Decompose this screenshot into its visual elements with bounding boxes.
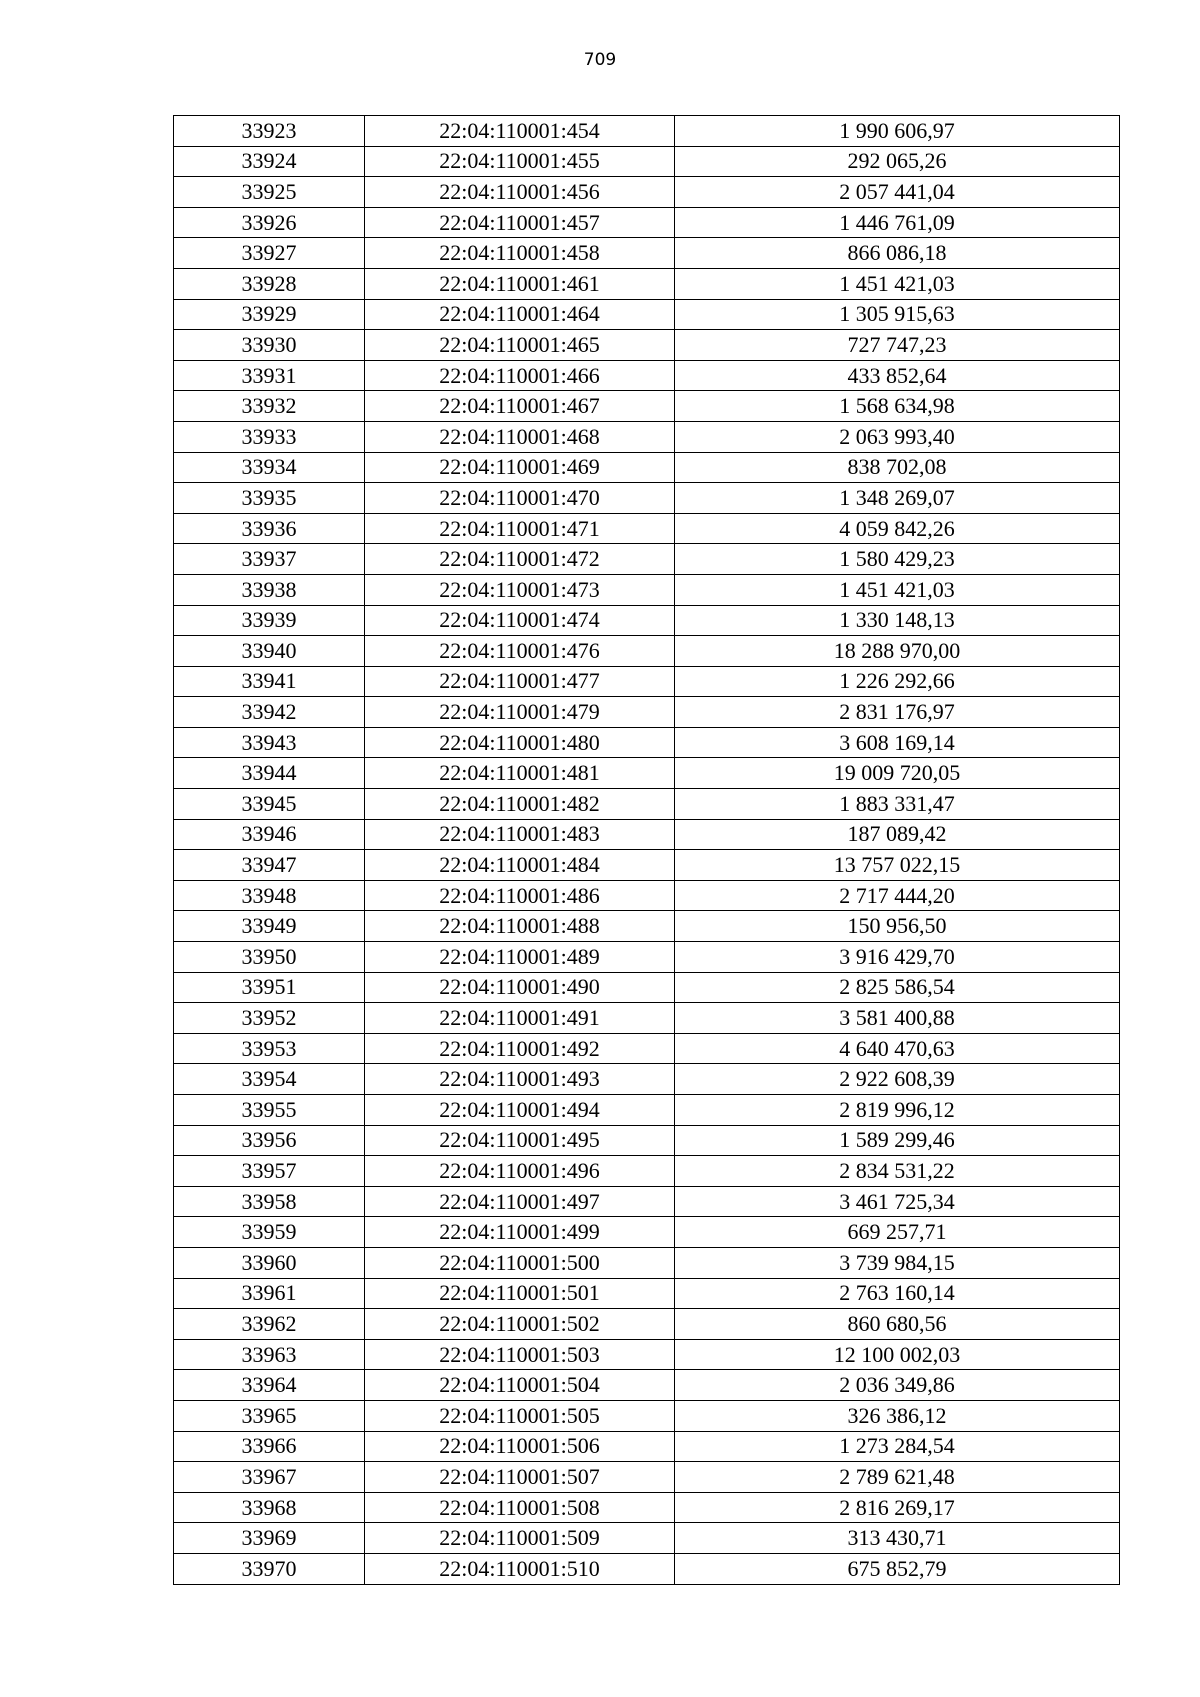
cadastral-value-cell: 2 922 608,39 — [675, 1064, 1120, 1095]
cadastral-number-cell: 22:04:110001:503 — [365, 1339, 675, 1370]
cadastral-number-cell: 22:04:110001:461 — [365, 268, 675, 299]
cadastral-value-cell: 2 057 441,04 — [675, 177, 1120, 208]
row-number-cell: 33963 — [174, 1339, 365, 1370]
cadastral-number-cell: 22:04:110001:477 — [365, 666, 675, 697]
cadastral-value-cell: 3 739 984,15 — [675, 1247, 1120, 1278]
cadastral-number-cell: 22:04:110001:481 — [365, 758, 675, 789]
cadastral-number-cell: 22:04:110001:474 — [365, 605, 675, 636]
table-row — [174, 1156, 1120, 1187]
table-row — [174, 574, 1120, 605]
table-row — [174, 146, 1120, 177]
cadastral-value-cell: 2 825 586,54 — [675, 972, 1120, 1003]
table-row — [174, 911, 1120, 942]
cadastral-number-cell: 22:04:110001:505 — [365, 1400, 675, 1431]
table-row — [174, 330, 1120, 361]
cadastral-number-cell: 22:04:110001:470 — [365, 483, 675, 514]
table-row — [174, 299, 1120, 330]
cadastral-value-cell: 3 916 429,70 — [675, 942, 1120, 973]
cadastral-number-cell: 22:04:110001:488 — [365, 911, 675, 942]
table-row — [174, 789, 1120, 820]
cadastral-value-cell: 433 852,64 — [675, 360, 1120, 391]
row-number-cell: 33956 — [174, 1125, 365, 1156]
row-number-cell: 33946 — [174, 819, 365, 850]
cadastral-value-cell: 2 819 996,12 — [675, 1095, 1120, 1126]
table-row — [174, 1033, 1120, 1064]
row-number-cell: 33952 — [174, 1003, 365, 1034]
row-number-cell: 33955 — [174, 1095, 365, 1126]
table-row — [174, 1125, 1120, 1156]
cadastral-number-cell: 22:04:110001:454 — [365, 116, 675, 147]
row-number-cell: 33958 — [174, 1186, 365, 1217]
row-number-cell: 33932 — [174, 391, 365, 422]
cadastral-number-cell: 22:04:110001:507 — [365, 1462, 675, 1493]
cadastral-number-cell: 22:04:110001:473 — [365, 574, 675, 605]
table-row — [174, 238, 1120, 269]
table-row — [174, 483, 1120, 514]
cadastral-value-cell: 1 330 148,13 — [675, 605, 1120, 636]
row-number-cell: 33938 — [174, 574, 365, 605]
row-number-cell: 33967 — [174, 1462, 365, 1493]
cadastral-value-cell: 3 461 725,34 — [675, 1186, 1120, 1217]
table-row — [174, 697, 1120, 728]
row-number-cell: 33931 — [174, 360, 365, 391]
table-row — [174, 1003, 1120, 1034]
cadastral-value-cell: 292 065,26 — [675, 146, 1120, 177]
cadastral-value-cell: 2 816 269,17 — [675, 1492, 1120, 1523]
cadastral-number-cell: 22:04:110001:497 — [365, 1186, 675, 1217]
cadastral-number-cell: 22:04:110001:493 — [365, 1064, 675, 1095]
cadastral-value-cell: 2 831 176,97 — [675, 697, 1120, 728]
row-number-cell: 33948 — [174, 880, 365, 911]
table-row — [174, 452, 1120, 483]
table-row — [174, 942, 1120, 973]
cadastral-value-cell: 2 763 160,14 — [675, 1278, 1120, 1309]
table-row — [174, 116, 1120, 147]
cadastral-value-cell: 1 580 429,23 — [675, 544, 1120, 575]
table-row — [174, 666, 1120, 697]
table-row — [174, 1431, 1120, 1462]
cadastral-value-cell: 2 834 531,22 — [675, 1156, 1120, 1187]
row-number-cell: 33968 — [174, 1492, 365, 1523]
cadastral-value-cell: 1 589 299,46 — [675, 1125, 1120, 1156]
cadastral-value-cell: 727 747,23 — [675, 330, 1120, 361]
table-row — [174, 972, 1120, 1003]
cadastral-number-cell: 22:04:110001:506 — [365, 1431, 675, 1462]
cadastral-value-cell: 1 273 284,54 — [675, 1431, 1120, 1462]
cadastral-number-cell: 22:04:110001:489 — [365, 942, 675, 973]
table-row — [174, 513, 1120, 544]
cadastral-number-cell: 22:04:110001:492 — [365, 1033, 675, 1064]
row-number-cell: 33950 — [174, 942, 365, 973]
cadastral-number-cell: 22:04:110001:482 — [365, 789, 675, 820]
cadastral-number-cell: 22:04:110001:465 — [365, 330, 675, 361]
cadastral-value-cell: 187 089,42 — [675, 819, 1120, 850]
table-row — [174, 1492, 1120, 1523]
cadastral-value-cell: 2 036 349,86 — [675, 1370, 1120, 1401]
row-number-cell: 33962 — [174, 1309, 365, 1340]
cadastral-value-cell: 1 451 421,03 — [675, 574, 1120, 605]
table-row — [174, 1339, 1120, 1370]
table-row — [174, 636, 1120, 667]
table-row — [174, 391, 1120, 422]
cadastral-number-cell: 22:04:110001:480 — [365, 727, 675, 758]
table-row — [174, 1523, 1120, 1554]
table-row — [174, 1064, 1120, 1095]
table-row — [174, 1309, 1120, 1340]
table-row — [174, 1217, 1120, 1248]
cadastral-number-cell: 22:04:110001:457 — [365, 207, 675, 238]
cadastral-number-cell: 22:04:110001:476 — [365, 636, 675, 667]
cadastral-number-cell: 22:04:110001:455 — [365, 146, 675, 177]
cadastral-number-cell: 22:04:110001:484 — [365, 850, 675, 881]
cadastral-number-cell: 22:04:110001:495 — [365, 1125, 675, 1156]
table-row — [174, 880, 1120, 911]
row-number-cell: 33954 — [174, 1064, 365, 1095]
row-number-cell: 33924 — [174, 146, 365, 177]
table-row — [174, 605, 1120, 636]
row-number-cell: 33929 — [174, 299, 365, 330]
row-number-cell: 33940 — [174, 636, 365, 667]
cadastral-number-cell: 22:04:110001:509 — [365, 1523, 675, 1554]
cadastral-value-cell: 2 717 444,20 — [675, 880, 1120, 911]
cadastral-value-cell: 313 430,71 — [675, 1523, 1120, 1554]
cadastral-number-cell: 22:04:110001:501 — [365, 1278, 675, 1309]
row-number-cell: 33947 — [174, 850, 365, 881]
cadastral-number-cell: 22:04:110001:490 — [365, 972, 675, 1003]
cadastral-value-cell: 1 990 606,97 — [675, 116, 1120, 147]
cadastral-value-cell: 1 568 634,98 — [675, 391, 1120, 422]
cadastral-number-cell: 22:04:110001:494 — [365, 1095, 675, 1126]
cadastral-number-cell: 22:04:110001:464 — [365, 299, 675, 330]
table-row — [174, 1247, 1120, 1278]
cadastral-value-cell: 1 348 269,07 — [675, 483, 1120, 514]
cadastral-number-cell: 22:04:110001:466 — [365, 360, 675, 391]
row-number-cell: 33926 — [174, 207, 365, 238]
row-number-cell: 33923 — [174, 116, 365, 147]
table-row — [174, 1370, 1120, 1401]
cadastral-value-cell: 838 702,08 — [675, 452, 1120, 483]
table-row — [174, 1462, 1120, 1493]
cadastral-value-cell: 12 100 002,03 — [675, 1339, 1120, 1370]
table-row — [174, 360, 1120, 391]
cadastral-value-cell: 675 852,79 — [675, 1553, 1120, 1584]
row-number-cell: 33935 — [174, 483, 365, 514]
row-number-cell: 33959 — [174, 1217, 365, 1248]
cadastral-number-cell: 22:04:110001:479 — [365, 697, 675, 728]
row-number-cell: 33961 — [174, 1278, 365, 1309]
cadastral-number-cell: 22:04:110001:499 — [365, 1217, 675, 1248]
cadastral-value-cell: 2 789 621,48 — [675, 1462, 1120, 1493]
row-number-cell: 33957 — [174, 1156, 365, 1187]
row-number-cell: 33965 — [174, 1400, 365, 1431]
cadastral-value-cell: 3 608 169,14 — [675, 727, 1120, 758]
row-number-cell: 33945 — [174, 789, 365, 820]
cadastral-number-cell: 22:04:110001:502 — [365, 1309, 675, 1340]
row-number-cell: 33933 — [174, 421, 365, 452]
cadastral-value-cell: 2 063 993,40 — [675, 421, 1120, 452]
cadastral-value-cell: 1 226 292,66 — [675, 666, 1120, 697]
cadastral-value-table — [173, 115, 1120, 1585]
cadastral-value-cell: 326 386,12 — [675, 1400, 1120, 1431]
row-number-cell: 33944 — [174, 758, 365, 789]
table-body — [174, 116, 1120, 1585]
table-row — [174, 1400, 1120, 1431]
cadastral-value-cell: 13 757 022,15 — [675, 850, 1120, 881]
cadastral-value-cell: 3 581 400,88 — [675, 1003, 1120, 1034]
table-row — [174, 268, 1120, 299]
row-number-cell: 33941 — [174, 666, 365, 697]
cadastral-value-cell: 1 446 761,09 — [675, 207, 1120, 238]
table-row — [174, 1095, 1120, 1126]
table-row — [174, 758, 1120, 789]
row-number-cell: 33966 — [174, 1431, 365, 1462]
cadastral-number-cell: 22:04:110001:510 — [365, 1553, 675, 1584]
table-row — [174, 544, 1120, 575]
row-number-cell: 33943 — [174, 727, 365, 758]
cadastral-value-cell: 1 883 331,47 — [675, 789, 1120, 820]
cadastral-number-cell: 22:04:110001:458 — [365, 238, 675, 269]
table-row — [174, 177, 1120, 208]
cadastral-value-cell: 1 305 915,63 — [675, 299, 1120, 330]
cadastral-value-cell: 19 009 720,05 — [675, 758, 1120, 789]
page-number: 709 — [583, 50, 617, 70]
row-number-cell: 33951 — [174, 972, 365, 1003]
row-number-cell: 33930 — [174, 330, 365, 361]
cadastral-number-cell: 22:04:110001:491 — [365, 1003, 675, 1034]
cadastral-value-cell: 860 680,56 — [675, 1309, 1120, 1340]
table-row — [174, 1186, 1120, 1217]
cadastral-number-cell: 22:04:110001:500 — [365, 1247, 675, 1278]
row-number-cell: 33964 — [174, 1370, 365, 1401]
cadastral-number-cell: 22:04:110001:469 — [365, 452, 675, 483]
row-number-cell: 33934 — [174, 452, 365, 483]
table-row — [174, 819, 1120, 850]
cadastral-number-cell: 22:04:110001:468 — [365, 421, 675, 452]
cadastral-number-cell: 22:04:110001:467 — [365, 391, 675, 422]
row-number-cell: 33969 — [174, 1523, 365, 1554]
cadastral-number-cell: 22:04:110001:472 — [365, 544, 675, 575]
table-row — [174, 727, 1120, 758]
table-row — [174, 1553, 1120, 1584]
row-number-cell: 33960 — [174, 1247, 365, 1278]
row-number-cell: 33925 — [174, 177, 365, 208]
cadastral-value-cell: 669 257,71 — [675, 1217, 1120, 1248]
cadastral-number-cell: 22:04:110001:496 — [365, 1156, 675, 1187]
table-row — [174, 421, 1120, 452]
cadastral-value-cell: 4 059 842,26 — [675, 513, 1120, 544]
table-row — [174, 850, 1120, 881]
cadastral-value-cell: 18 288 970,00 — [675, 636, 1120, 667]
cadastral-number-cell: 22:04:110001:483 — [365, 819, 675, 850]
cadastral-value-cell: 866 086,18 — [675, 238, 1120, 269]
cadastral-value-cell: 1 451 421,03 — [675, 268, 1120, 299]
row-number-cell: 33939 — [174, 605, 365, 636]
row-number-cell: 33942 — [174, 697, 365, 728]
cadastral-number-cell: 22:04:110001:504 — [365, 1370, 675, 1401]
table-row — [174, 207, 1120, 238]
row-number-cell: 33936 — [174, 513, 365, 544]
cadastral-number-cell: 22:04:110001:471 — [365, 513, 675, 544]
cadastral-number-cell: 22:04:110001:456 — [365, 177, 675, 208]
row-number-cell: 33937 — [174, 544, 365, 575]
cadastral-number-cell: 22:04:110001:486 — [365, 880, 675, 911]
cadastral-value-cell: 150 956,50 — [675, 911, 1120, 942]
row-number-cell: 33928 — [174, 268, 365, 299]
row-number-cell: 33949 — [174, 911, 365, 942]
cadastral-value-cell: 4 640 470,63 — [675, 1033, 1120, 1064]
cadastral-number-cell: 22:04:110001:508 — [365, 1492, 675, 1523]
row-number-cell: 33970 — [174, 1553, 365, 1584]
table-row — [174, 1278, 1120, 1309]
row-number-cell: 33953 — [174, 1033, 365, 1064]
row-number-cell: 33927 — [174, 238, 365, 269]
